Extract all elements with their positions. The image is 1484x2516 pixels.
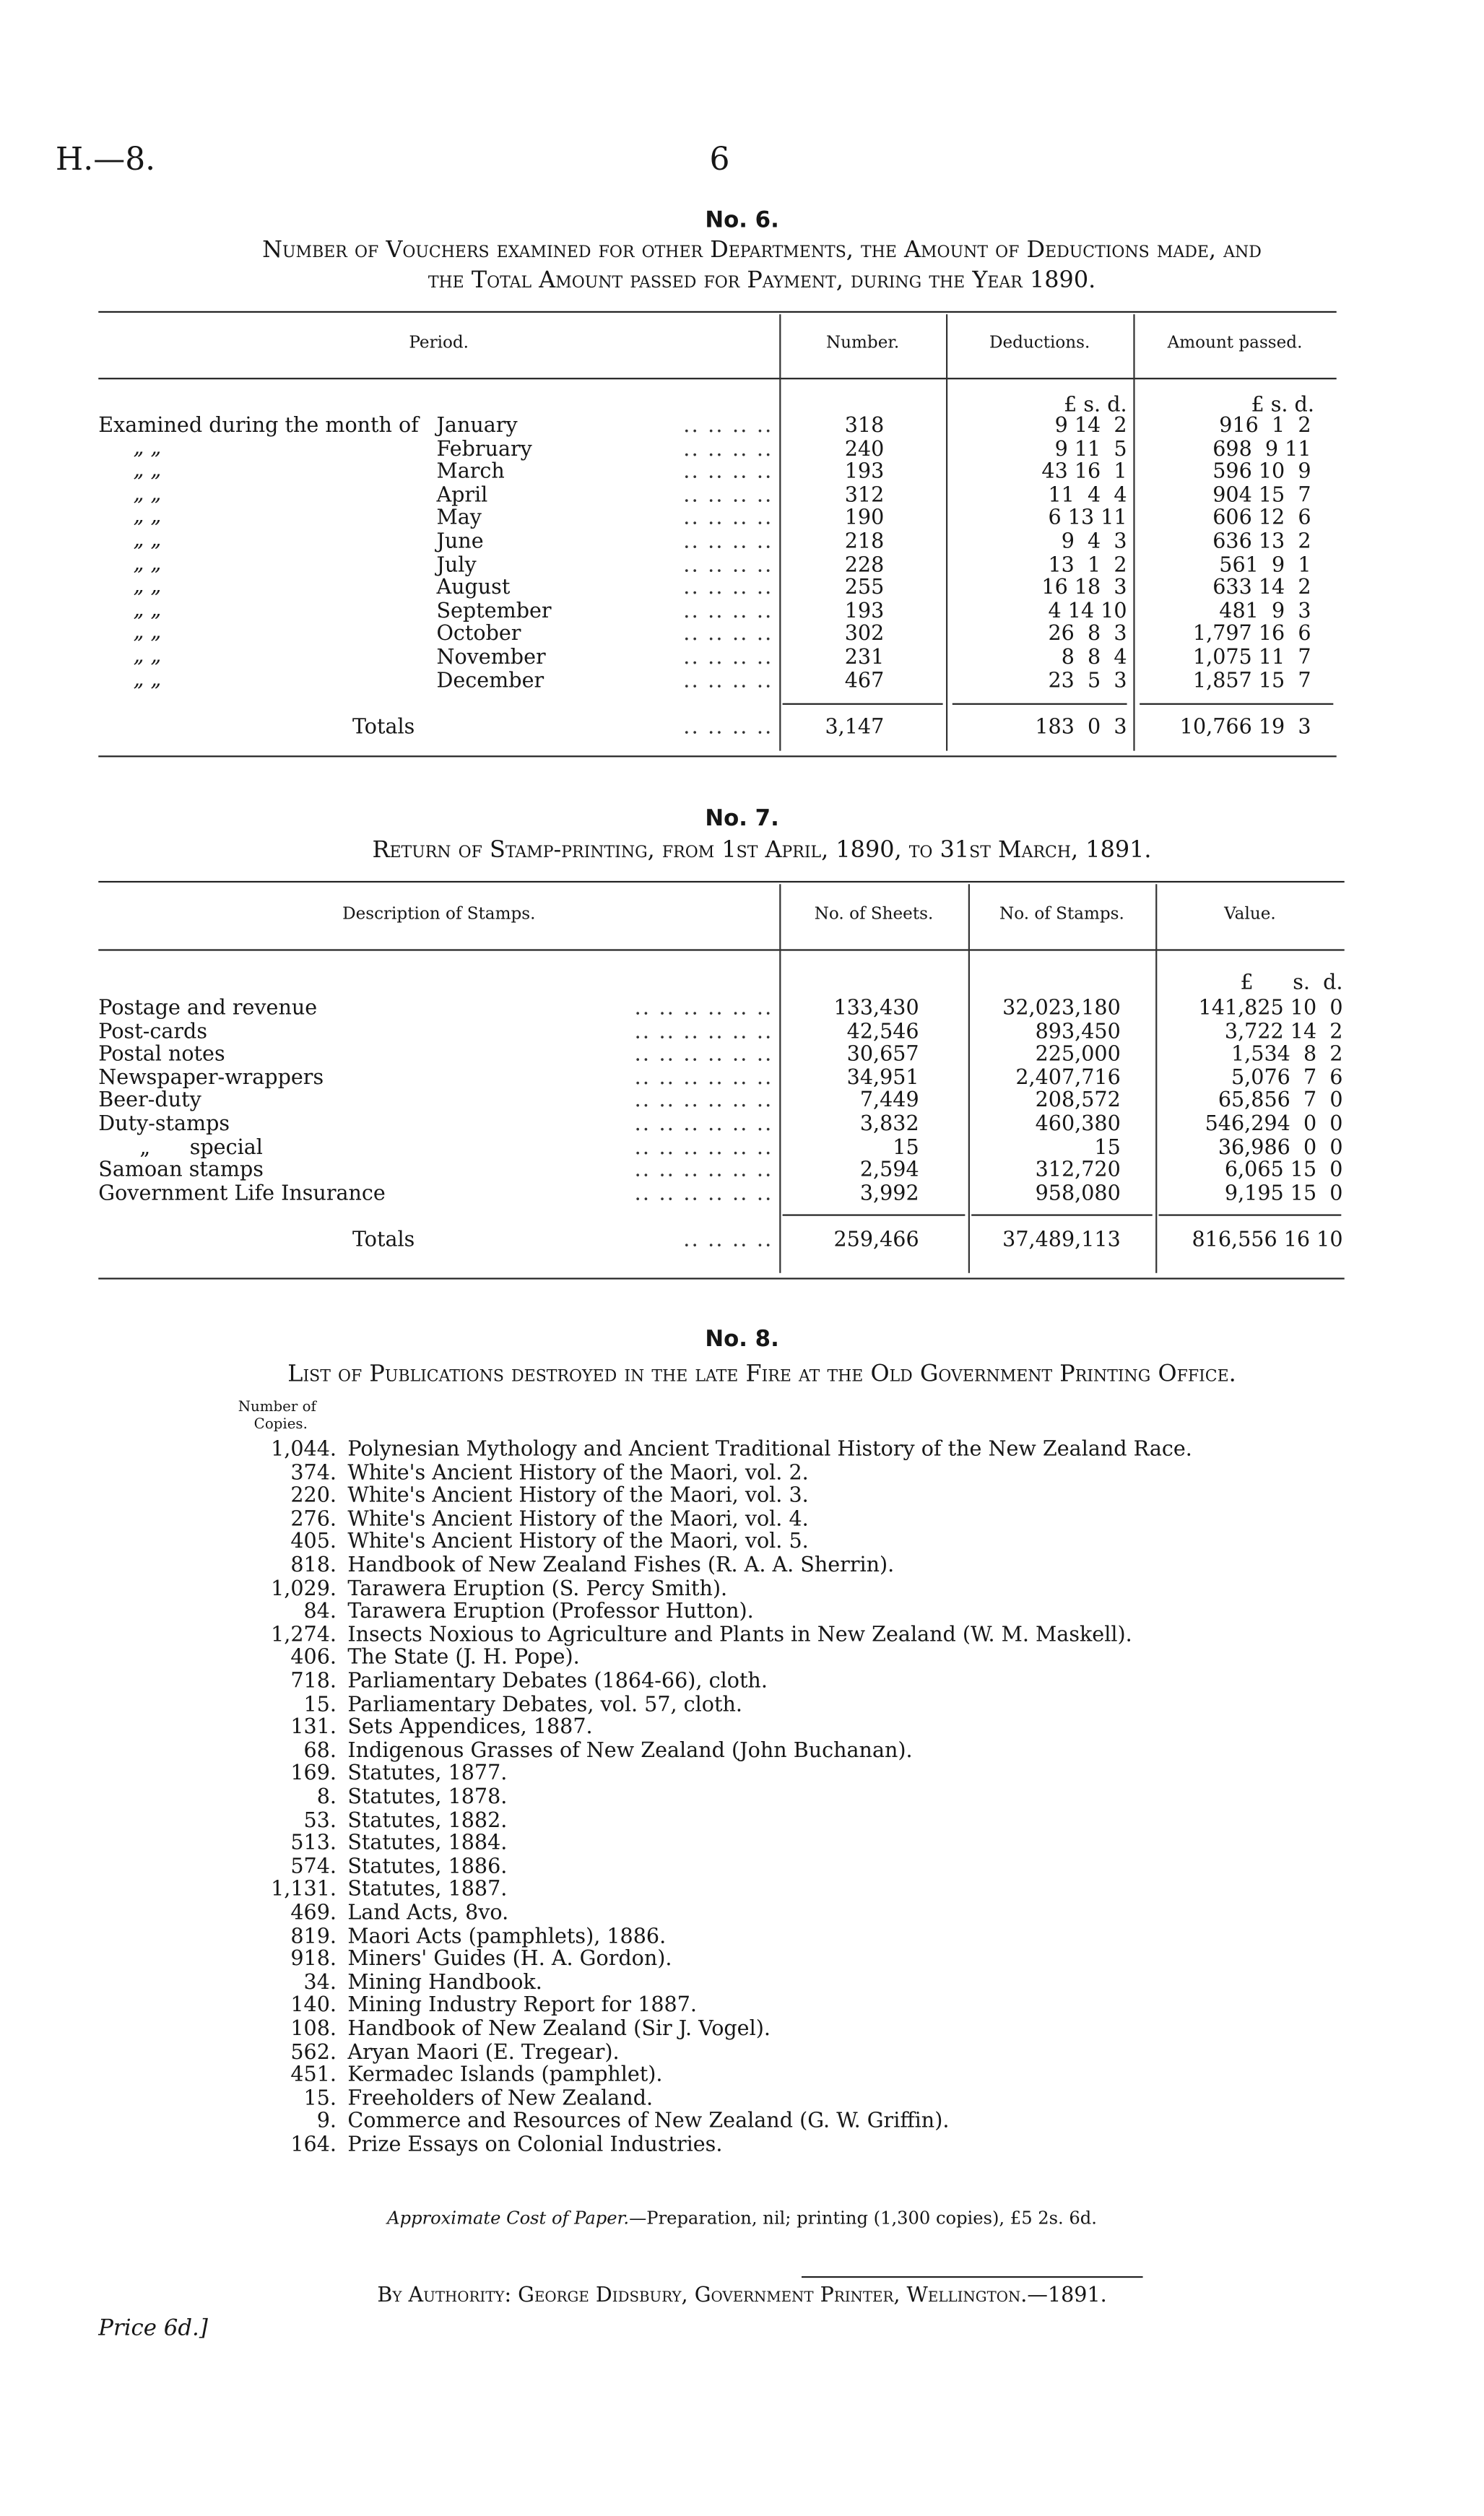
stamps: 32,023,180 — [1002, 997, 1121, 1021]
dot-leader: .. .. .. .. .. .. — [634, 1020, 773, 1044]
month: December — [436, 669, 544, 693]
ditto-marks: „ „ — [133, 598, 162, 623]
copies-count: 220. — [290, 1484, 337, 1509]
voucher-count: 193 — [844, 460, 885, 485]
copies-count: 574. — [290, 1855, 337, 1879]
amount-passed: 1,075 11 7 — [1192, 646, 1311, 670]
month: October — [436, 623, 521, 647]
copies-count: 374. — [290, 1461, 337, 1485]
amount-passed: 1,797 16 6 — [1192, 623, 1311, 647]
list-8-col-label: Number of — [238, 1400, 316, 1416]
rule-header — [98, 949, 1344, 950]
totals-rule — [953, 703, 1127, 705]
publication-title: Aryan Maori (E. Tregear). — [347, 2040, 620, 2065]
publication-title: Freeholders of New Zealand. — [347, 2086, 654, 2111]
copies-count: 68. — [303, 1739, 337, 1764]
stamp-description: Beer-duty — [98, 1089, 201, 1114]
copies-count: 169. — [290, 1762, 337, 1787]
dot-leader: .. .. .. .. .. .. — [634, 1066, 773, 1090]
publication-title: Parliamentary Debates (1864-66), cloth. — [347, 1670, 768, 1694]
cost-text: —Preparation, nil; printing (1,300 copies), £5 2s. 6d. — [629, 2208, 1097, 2229]
copies-count: 164. — [290, 2133, 337, 2158]
copies-count: 84. — [303, 1600, 337, 1624]
deductions: 9 4 3 — [1061, 530, 1127, 555]
publication-title: White's Ancient History of the Maori, vol. 4. — [347, 1507, 809, 1532]
total-value: 816,556 16 10 — [1192, 1228, 1343, 1253]
dot-leader: .. .. .. .. .. .. — [634, 1182, 773, 1207]
voucher-count: 193 — [844, 599, 885, 624]
publication-title: Handbook of New Zealand Fishes (R. A. A. Sherrin). — [347, 1553, 895, 1578]
amount-passed: 1,857 15 7 — [1192, 669, 1311, 693]
column-header: Period. — [409, 333, 469, 352]
voucher-count: 302 — [844, 623, 885, 647]
column-header: Number. — [825, 333, 900, 352]
voucher-count: 318 — [844, 414, 885, 438]
stamp-description: Government Life Insurance — [98, 1182, 386, 1207]
dot-leader: .. .. .. .. — [683, 414, 773, 438]
amount-passed: 606 12 6 — [1212, 507, 1311, 531]
copies-count: 108. — [290, 2017, 337, 2042]
currency-units: £ s. d. — [1240, 971, 1343, 996]
ditto-marks: „ „ — [133, 621, 162, 646]
value: 6,065 15 0 — [1224, 1158, 1343, 1183]
publication-title: Land Acts, 8vo. — [347, 1901, 509, 1926]
voucher-count: 312 — [844, 483, 885, 508]
dot-leader: .. .. .. .. — [683, 669, 773, 693]
total-count: 3,147 — [825, 716, 885, 740]
deductions: 26 8 3 — [1048, 623, 1127, 647]
month: July — [436, 553, 477, 578]
table-6-title-line1: Number of Vouchers examined for other Departments, the Amount of Deductions made, and — [262, 238, 1262, 264]
dot-leader: .. .. .. .. — [683, 507, 773, 531]
deductions: 4 14 10 — [1048, 599, 1127, 624]
sheets: 7,449 — [859, 1089, 919, 1114]
publication-title: Statutes, 1884. — [347, 1831, 508, 1856]
publication-title: Handbook of New Zealand (Sir J. Vogel). — [347, 2017, 771, 2042]
value: 5,076 7 6 — [1231, 1066, 1343, 1090]
printer-authority: By Authority: George Didsbury, Government Printer, Wellington.—1891. — [377, 2283, 1107, 2308]
publication-title: Tarawera Eruption (Professor Hutton). — [347, 1600, 754, 1624]
voucher-count: 467 — [844, 669, 885, 693]
list-8-number: No. 8. — [705, 1327, 779, 1353]
dot-leader: .. .. .. .. — [683, 646, 773, 670]
amount-passed: 596 10 9 — [1212, 460, 1311, 485]
voucher-count: 228 — [844, 553, 885, 578]
value: 3,722 14 2 — [1224, 1020, 1343, 1044]
publication-title: Kermadec Islands (pamphlet). — [347, 2063, 663, 2088]
stamps: 2,407,716 — [1015, 1066, 1121, 1090]
voucher-count: 190 — [844, 507, 885, 531]
copies-count: 9. — [316, 2110, 337, 2134]
copies-count: 818. — [290, 1553, 337, 1578]
column-header: No. of Stamps. — [999, 904, 1124, 924]
publication-title: Statutes, 1886. — [347, 1855, 508, 1879]
dot-leader: .. .. .. .. .. .. — [634, 1158, 773, 1183]
dot-leader: .. .. .. .. .. .. — [634, 1043, 773, 1067]
copies-count: 513. — [290, 1831, 337, 1856]
dot-leader: .. .. .. .. — [683, 716, 773, 740]
totals-rule — [1159, 1214, 1342, 1215]
copies-count: 405. — [290, 1530, 337, 1555]
publication-title: Insects Noxious to Agriculture and Plants in New Zealand (W. M. Maskell). — [347, 1623, 1132, 1648]
publication-title: Statutes, 1882. — [347, 1808, 508, 1833]
ditto-marks: „ „ — [133, 667, 162, 692]
ditto-marks: „ „ — [133, 459, 162, 483]
total-deductions: 183 0 3 — [1035, 716, 1127, 740]
dot-leader: .. .. .. .. .. .. — [634, 1135, 773, 1160]
deductions: 43 16 1 — [1041, 460, 1127, 485]
page-number: 6 — [709, 139, 730, 178]
rule-bottom — [98, 755, 1336, 757]
deductions: 13 1 2 — [1048, 553, 1127, 578]
total-sheets: 259,466 — [833, 1228, 919, 1253]
sheets: 133,430 — [833, 997, 919, 1021]
stamp-description: „ special — [139, 1135, 263, 1160]
stamp-description: Postage and revenue — [98, 997, 318, 1021]
column-header: Amount passed. — [1167, 333, 1303, 352]
cost-label: Approximate Cost of Paper. — [387, 2208, 630, 2229]
copies-count: 718. — [290, 1670, 337, 1694]
month: June — [436, 530, 484, 555]
publication-title: Miners' Guides (H. A. Gordon). — [347, 1948, 672, 1972]
value: 546,294 0 0 — [1205, 1112, 1343, 1137]
stamps: 225,000 — [1035, 1043, 1121, 1067]
sheets: 15 — [893, 1135, 919, 1160]
deductions: 23 5 3 — [1048, 669, 1127, 693]
dot-leader: .. .. .. .. — [683, 599, 773, 624]
amount-passed: 561 9 1 — [1219, 553, 1311, 578]
dot-leader: .. .. .. .. .. .. — [634, 1112, 773, 1137]
dot-leader: .. .. .. .. — [683, 460, 773, 485]
stamp-description: Postal notes — [98, 1043, 225, 1067]
dot-leader: .. .. .. .. — [683, 623, 773, 647]
copies-count: 1,044. — [271, 1438, 337, 1462]
copies-count: 1,029. — [271, 1576, 337, 1601]
amount-passed: 916 1 2 — [1219, 414, 1311, 438]
publication-title: Polynesian Mythology and Ancient Traditional History of the New Zealand Race. — [347, 1438, 1192, 1462]
month: January — [436, 414, 518, 438]
copies-count: 1,131. — [271, 1878, 337, 1903]
total-stamps: 37,489,113 — [1002, 1228, 1121, 1253]
voucher-count: 231 — [844, 646, 885, 670]
ditto-marks: „ „ — [133, 482, 162, 506]
stamp-description: Post-cards — [98, 1020, 208, 1044]
table-6-title-line2: the Total Amount passed for Payment, during the Year 1890. — [428, 268, 1096, 294]
publication-title: White's Ancient History of the Maori, vol. 5. — [347, 1530, 809, 1555]
stamps: 208,572 — [1035, 1089, 1121, 1114]
amount-passed: 904 15 7 — [1212, 483, 1311, 508]
stamp-description: Samoan stamps — [98, 1158, 264, 1183]
month: September — [436, 599, 552, 624]
list-8-col-label2: Copies. — [253, 1417, 308, 1433]
publication-title: Statutes, 1877. — [347, 1762, 508, 1787]
voucher-count: 218 — [844, 530, 885, 555]
copies-count: 15. — [303, 1693, 337, 1717]
copies-count: 819. — [290, 1925, 337, 1949]
dot-leader: .. .. .. .. — [683, 483, 773, 508]
value: 9,195 15 0 — [1224, 1182, 1343, 1207]
copies-count: 276. — [290, 1507, 337, 1532]
publication-title: Prize Essays on Colonial Industries. — [347, 2133, 723, 2158]
publication-title: Parliamentary Debates, vol. 57, cloth. — [347, 1693, 743, 1717]
stamps: 958,080 — [1035, 1182, 1121, 1207]
copies-count: 562. — [290, 2040, 337, 2065]
dot-leader: .. .. .. .. — [683, 576, 773, 601]
ditto-marks: „ „ — [133, 575, 162, 599]
copies-count: 451. — [290, 2063, 337, 2088]
dot-leader: .. .. .. .. — [683, 437, 773, 461]
dot-leader: .. .. .. .. .. .. — [634, 997, 773, 1021]
copies-count: 918. — [290, 1948, 337, 1972]
deductions: 9 14 2 — [1054, 414, 1127, 438]
publication-title: The State (J. H. Pope). — [347, 1647, 580, 1671]
stamps: 893,450 — [1035, 1020, 1121, 1044]
column-header: Deductions. — [989, 333, 1090, 352]
list-8-title: List of Publications destroyed in the late Fire at the Old Government Printing Office. — [287, 1361, 1236, 1388]
total-amount: 10,766 19 3 — [1179, 716, 1311, 740]
stamp-description: Newspaper-wrappers — [98, 1066, 324, 1090]
sheets: 30,657 — [846, 1043, 919, 1067]
voucher-count: 240 — [844, 437, 885, 461]
sheets: 34,951 — [846, 1066, 919, 1090]
publication-title: Mining Handbook. — [347, 1971, 542, 1995]
month: March — [436, 460, 505, 485]
copies-count: 34. — [303, 1971, 337, 1995]
month: April — [436, 483, 488, 508]
column-header: No. of Sheets. — [814, 904, 934, 924]
amount-passed: 633 14 2 — [1212, 576, 1311, 601]
column-header: Value. — [1224, 904, 1276, 924]
publication-title: Sets Appendices, 1887. — [347, 1716, 593, 1740]
totals-rule — [1140, 703, 1333, 705]
copies-count: 131. — [290, 1716, 337, 1740]
ditto-marks: „ „ — [133, 505, 162, 529]
amount-passed: 636 13 2 — [1212, 530, 1311, 555]
table-7-number: No. 7. — [705, 806, 779, 832]
deductions: 6 13 11 — [1048, 507, 1127, 531]
rule-top — [98, 881, 1344, 882]
sheets: 3,992 — [859, 1182, 919, 1207]
value: 65,856 7 0 — [1218, 1089, 1343, 1114]
publication-title: Tarawera Eruption (S. Percy Smith). — [347, 1576, 728, 1601]
copies-count: 8. — [316, 1785, 337, 1810]
column-header: Description of Stamps. — [342, 904, 536, 924]
month: November — [436, 646, 546, 670]
copies-count: 140. — [290, 1994, 337, 2018]
publication-title: Indigenous Grasses of New Zealand (John Buchanan). — [347, 1739, 913, 1764]
deductions: 8 8 4 — [1061, 646, 1127, 670]
price: Price 6d.] — [98, 2315, 208, 2342]
month: May — [436, 507, 482, 531]
table-6-number: No. 6. — [705, 207, 779, 234]
document-reference: H.—8. — [55, 139, 156, 178]
deductions: 16 18 3 — [1041, 576, 1127, 601]
ditto-marks: „ „ — [133, 528, 162, 552]
rule-header — [98, 378, 1336, 379]
currency-units: £ s. d. — [1251, 394, 1314, 418]
dot-leader: .. .. .. .. .. .. — [634, 1089, 773, 1114]
month: February — [436, 437, 532, 461]
currency-units: £ s. d. — [1064, 394, 1127, 418]
publication-title: White's Ancient History of the Maori, vol. 2. — [347, 1461, 809, 1485]
copies-count: 15. — [303, 2086, 337, 2111]
period-prefix: Examined during the month of — [98, 414, 419, 438]
amount-passed: 698 9 11 — [1212, 437, 1311, 461]
voucher-count: 255 — [844, 576, 885, 601]
sheets: 42,546 — [846, 1020, 919, 1044]
publication-title: Statutes, 1887. — [347, 1878, 508, 1903]
value: 36,986 0 0 — [1218, 1135, 1343, 1160]
ditto-marks: „ „ — [133, 644, 162, 669]
stamp-description: Duty-stamps — [98, 1112, 230, 1137]
publication-title: Statutes, 1878. — [347, 1785, 508, 1810]
totals-rule — [783, 1214, 966, 1215]
copies-count: 469. — [290, 1901, 337, 1926]
publication-title: Commerce and Resources of New Zealand (G. W. Griffin). — [347, 2110, 950, 2134]
totals-rule — [783, 703, 943, 705]
table-7-title: Return of Stamp-printing, from 1st April, 1890, to 31st March, 1891. — [372, 838, 1152, 864]
rule-bottom — [98, 1277, 1344, 1279]
deductions: 9 11 5 — [1054, 437, 1127, 461]
publication-title: White's Ancient History of the Maori, vol. 3. — [347, 1484, 809, 1509]
copies-count: 1,274. — [271, 1623, 337, 1648]
publication-title: Mining Industry Report for 1887. — [347, 1994, 697, 2018]
dot-leader: .. .. .. .. — [683, 530, 773, 555]
rule-top — [98, 311, 1336, 313]
copies-count: 53. — [303, 1808, 337, 1833]
sheets: 2,594 — [859, 1158, 919, 1183]
publication-title: Maori Acts (pamphlets), 1886. — [347, 1925, 667, 1949]
amount-passed: 481 9 3 — [1219, 599, 1311, 624]
month: August — [436, 576, 511, 601]
footer-rule — [802, 2276, 1143, 2278]
copies-count: 406. — [290, 1647, 337, 1671]
totals-label: Totals — [352, 716, 415, 740]
deductions: 11 4 4 — [1048, 483, 1127, 508]
value: 141,825 10 0 — [1198, 997, 1343, 1021]
totals-rule — [971, 1214, 1153, 1215]
stamps: 15 — [1094, 1135, 1121, 1160]
sheets: 3,832 — [859, 1112, 919, 1137]
value: 1,534 8 2 — [1231, 1043, 1343, 1067]
dot-leader: .. .. .. .. — [683, 553, 773, 578]
cost-note — [0, 2208, 1484, 2229]
stamps: 460,380 — [1035, 1112, 1121, 1137]
totals-label: Totals — [352, 1228, 415, 1253]
dot-leader: .. .. .. .. — [683, 1228, 773, 1253]
ditto-marks: „ „ — [133, 435, 162, 460]
stamps: 312,720 — [1035, 1158, 1121, 1183]
ditto-marks: „ „ — [133, 552, 162, 576]
